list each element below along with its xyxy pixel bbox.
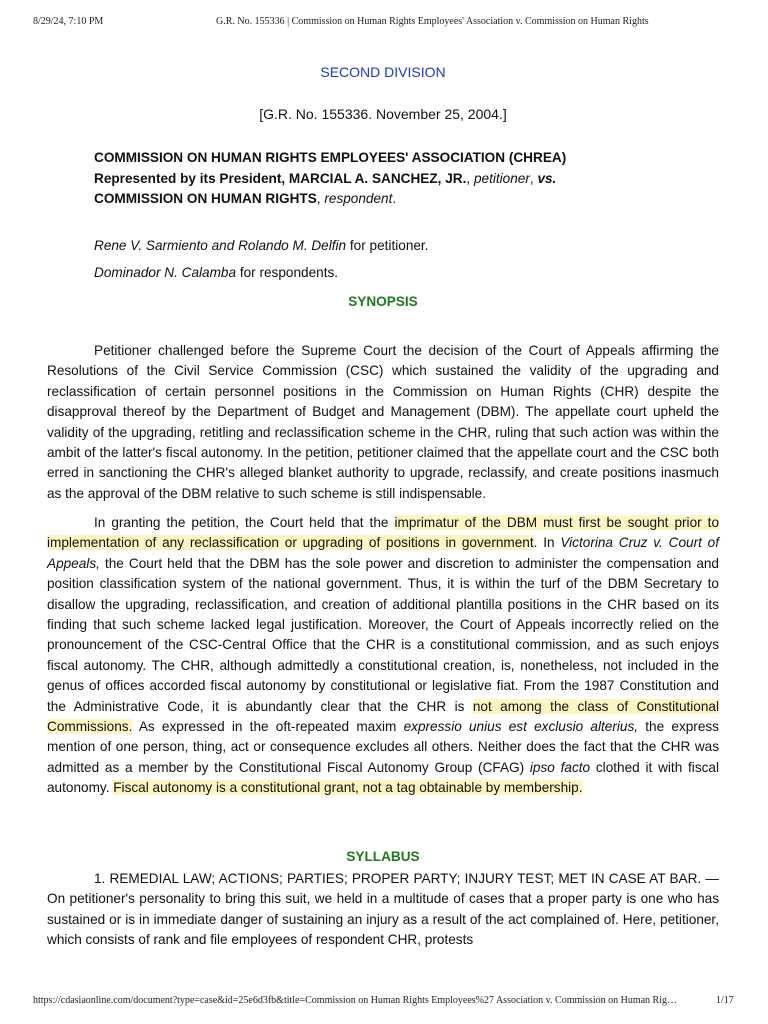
case-number: [G.R. No. 155336. November 25, 2004.] xyxy=(259,106,507,122)
synopsis-paragraph-2 xyxy=(47,513,719,799)
counsel-respondent-names: Dominador N. Calamba xyxy=(94,265,237,280)
versus-label: vs. xyxy=(537,170,557,186)
syllabus-paragraph-1: 1. REMEDIAL LAW; ACTIONS; PARTIES; PROPER PARTY; INJURY TEST; MET IN CASE AT BAR. — On petitioner's personality to bring this suit, we held in a multitude of cases that a proper party is one who has sustained or is in immediate danger of sustaining an injury as a result of the act complained of. Here, petitioner, which consists of rank and file employees of respondent CHR, protests xyxy=(47,871,719,948)
text-run: clothed it with fiscal autonomy. xyxy=(47,759,720,796)
counsel-petitioner-suffix: for petitioner. xyxy=(346,238,429,253)
counsel-petitioner xyxy=(94,238,694,253)
respondent-name: COMMISSION ON HUMAN RIGHTS xyxy=(94,191,317,206)
comma: , xyxy=(316,191,325,206)
highlight: not among the class of Constitutional Commissions. xyxy=(47,698,719,735)
division-heading: SECOND DIVISION xyxy=(320,64,446,80)
text-run: . In xyxy=(533,535,561,551)
counsel-petitioner-names: Rene V. Sarmiento and Rolando M. Delfin xyxy=(94,238,347,253)
respondent-label: respondent xyxy=(324,191,393,206)
period: . xyxy=(392,191,397,206)
counsel-respondent xyxy=(94,265,694,280)
print-footer xyxy=(0,995,768,1009)
comma: , xyxy=(529,170,538,186)
highlight: Fiscal autonomy is a constitutional grant, not a tag obtainable by membership. xyxy=(113,780,583,796)
syllabus-heading: SYLLABUS xyxy=(346,849,420,864)
case-citation: Victorina Cruz v. Court of Appeals, xyxy=(47,535,719,571)
text-run: the express mention of one person, thing, act or consequence excludes all others. Neither does the fact that the CHR was admitted as a member by the Constitutional Fiscal Autonomy Group (CFAG) xyxy=(47,719,719,775)
text-run: As expressed in the oft-repeated maxim xyxy=(132,719,404,735)
synopsis-heading: SYNOPSIS xyxy=(348,294,418,309)
highlight: imprimatur of the DBM must first be sought prior to implementation of any reclassification or upgrading of positions in government xyxy=(47,515,720,551)
counsel-respondent-suffix: for respondents. xyxy=(236,265,339,280)
petitioner-representative: Represented by its President, MARCIAL A. SANCHEZ, JR. xyxy=(94,170,467,186)
page-number: 1/17 xyxy=(716,995,734,1006)
petitioner-label: petitioner xyxy=(473,170,530,186)
text-run: the Court held that the DBM has the sole power and discretion to administer the compensation and position classification system of the national government. Thus, it is within the turf of the DBM Secretary to disallow the upgrading, reclassification, and creation of additional plantilla positions in the CHR based on its finding that such scheme lacked legal justification. Moreover, the Court of Appeals incorrectly relied on the pronouncement of the CSC-Central Office that the CHR is a constitutional commission, and as such enjoys fiscal autonomy. The CHR, although admittedly a constitutional creation, is, nonetheless, not included in the genus of offices accorded fiscal autonomy by constitutional or legislative fiat. From the 1987 Constitution and the Administrative Code, it is abundantly clear that the CHR is xyxy=(47,555,719,714)
text-run: In granting the petition, the Court held that the xyxy=(94,515,395,530)
synopsis-paragraph-1: Petitioner challenged before the Supreme Court the decision of the Court of Appeals affirming the Resolutions of the Civil Service Commission (CSC) which sustained the validity of the upgrading and reclassification of certain personnel positions in the Commission on Human Rights (CHR) despite the disapproval thereof by the Department of Budget and Management (DBM). The appellate court upheld the validity of the upgrading, retitling and reclassification scheme in the CHR, ruling that such action was within the ambit of the latter's fiscal autonomy. In the petition, petitioner claimed that the appellate court and the CSC both erred in sanctioning the CHR's alleged blanket authority to upgrade, reclassify, and create positions inasmuch as the approval of the DBM relative to such scheme is still indispensable. xyxy=(47,343,719,501)
comma: , xyxy=(466,170,474,186)
print-url: https://cdasiaonline.com/document?type=case&id=25e6d3fb&title=Commission on Human Rights Employees%27 Association v. Commission on Human Rig… xyxy=(33,995,677,1006)
latin-maxim: expressio unius est exclusio alterius, xyxy=(403,719,639,735)
print-date: 8/29/24, 7:10 PM xyxy=(33,16,104,27)
case-parties xyxy=(94,148,654,210)
petitioner-name: COMMISSION ON HUMAN RIGHTS EMPLOYEES' ASSOCIATION (CHREA) xyxy=(94,150,567,165)
print-header xyxy=(0,16,768,30)
print-title: G.R. No. 155336 | Commission on Human Rights Employees' Association v. Commission on Human Rights xyxy=(216,16,649,27)
latin-phrase: ipso facto xyxy=(529,759,591,775)
